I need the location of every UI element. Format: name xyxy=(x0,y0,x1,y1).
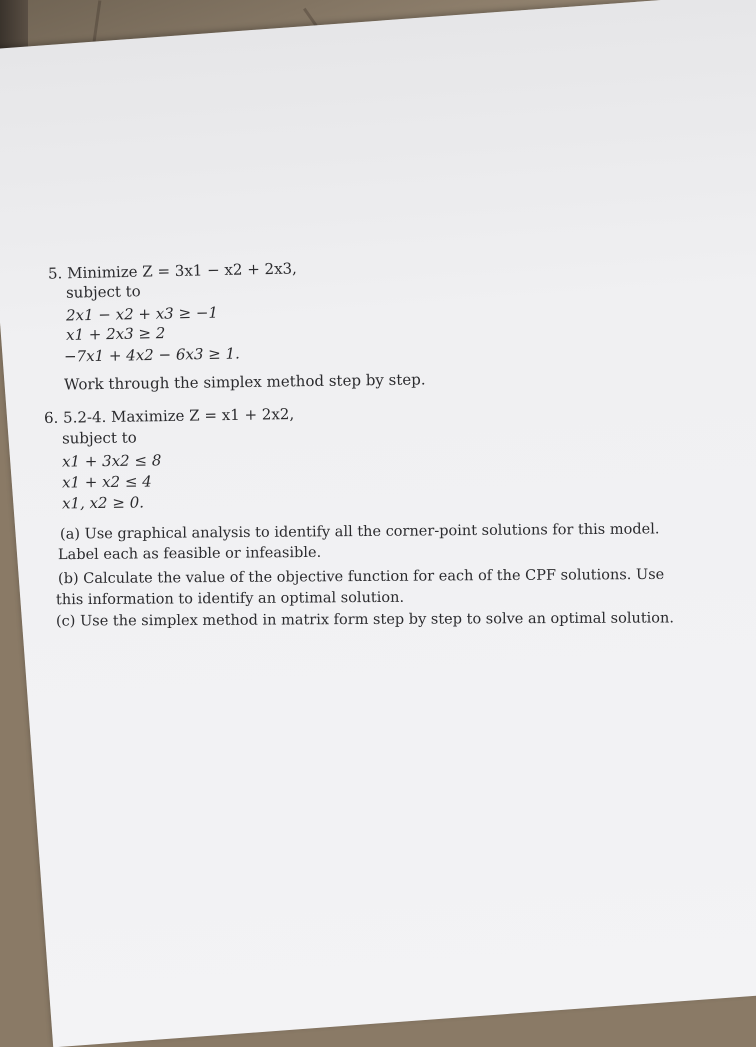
problem-6-subject: subject to xyxy=(61,428,137,448)
problem-6-title: 5.2-4. Maximize Z = x1 + 2x2, xyxy=(62,405,295,427)
problem-6-number: 6. xyxy=(43,408,59,427)
problem-5-heading xyxy=(48,259,297,282)
problem-5-constraint: 2x1 − x2 + x3 ≥ −1 xyxy=(65,303,219,325)
problem-6-part: Label each as feasible or infeasible. xyxy=(57,544,322,564)
problem-5-subject: subject to xyxy=(65,282,141,302)
problem-6-heading xyxy=(44,405,294,427)
problem-5-constraint: x1 + 2x3 ≥ 2 xyxy=(65,324,166,344)
problem-6-part: (b) Calculate the value of the objective function for each of the CPF solutions. Use xyxy=(57,566,665,588)
problem-5-instruction: Work through the simplex method step by step. xyxy=(63,370,426,394)
problem-6-constraint: x1, x2 ≥ 0. xyxy=(61,493,145,513)
problem-6-part: (c) Use the simplex method in matrix form step by step to solve an optimal solution. xyxy=(55,610,674,630)
problem-5-constraint: −7x1 + 4x2 − 6x3 ≥ 1. xyxy=(63,344,240,366)
problem-6-constraint: x1 + x2 ≤ 4 xyxy=(61,472,152,492)
problem-5-number: 5. xyxy=(47,264,63,283)
problem-6-constraint: x1 + 3x2 ≤ 8 xyxy=(61,451,162,471)
problem-6-part: this information to identify an optimal solution. xyxy=(55,589,405,609)
problem-6-part: (a) Use graphical analysis to identify all the corner-point solutions for this model. xyxy=(59,521,660,543)
problem-5-title: Minimize Z = 3x1 − x2 + 2x3, xyxy=(66,259,298,283)
